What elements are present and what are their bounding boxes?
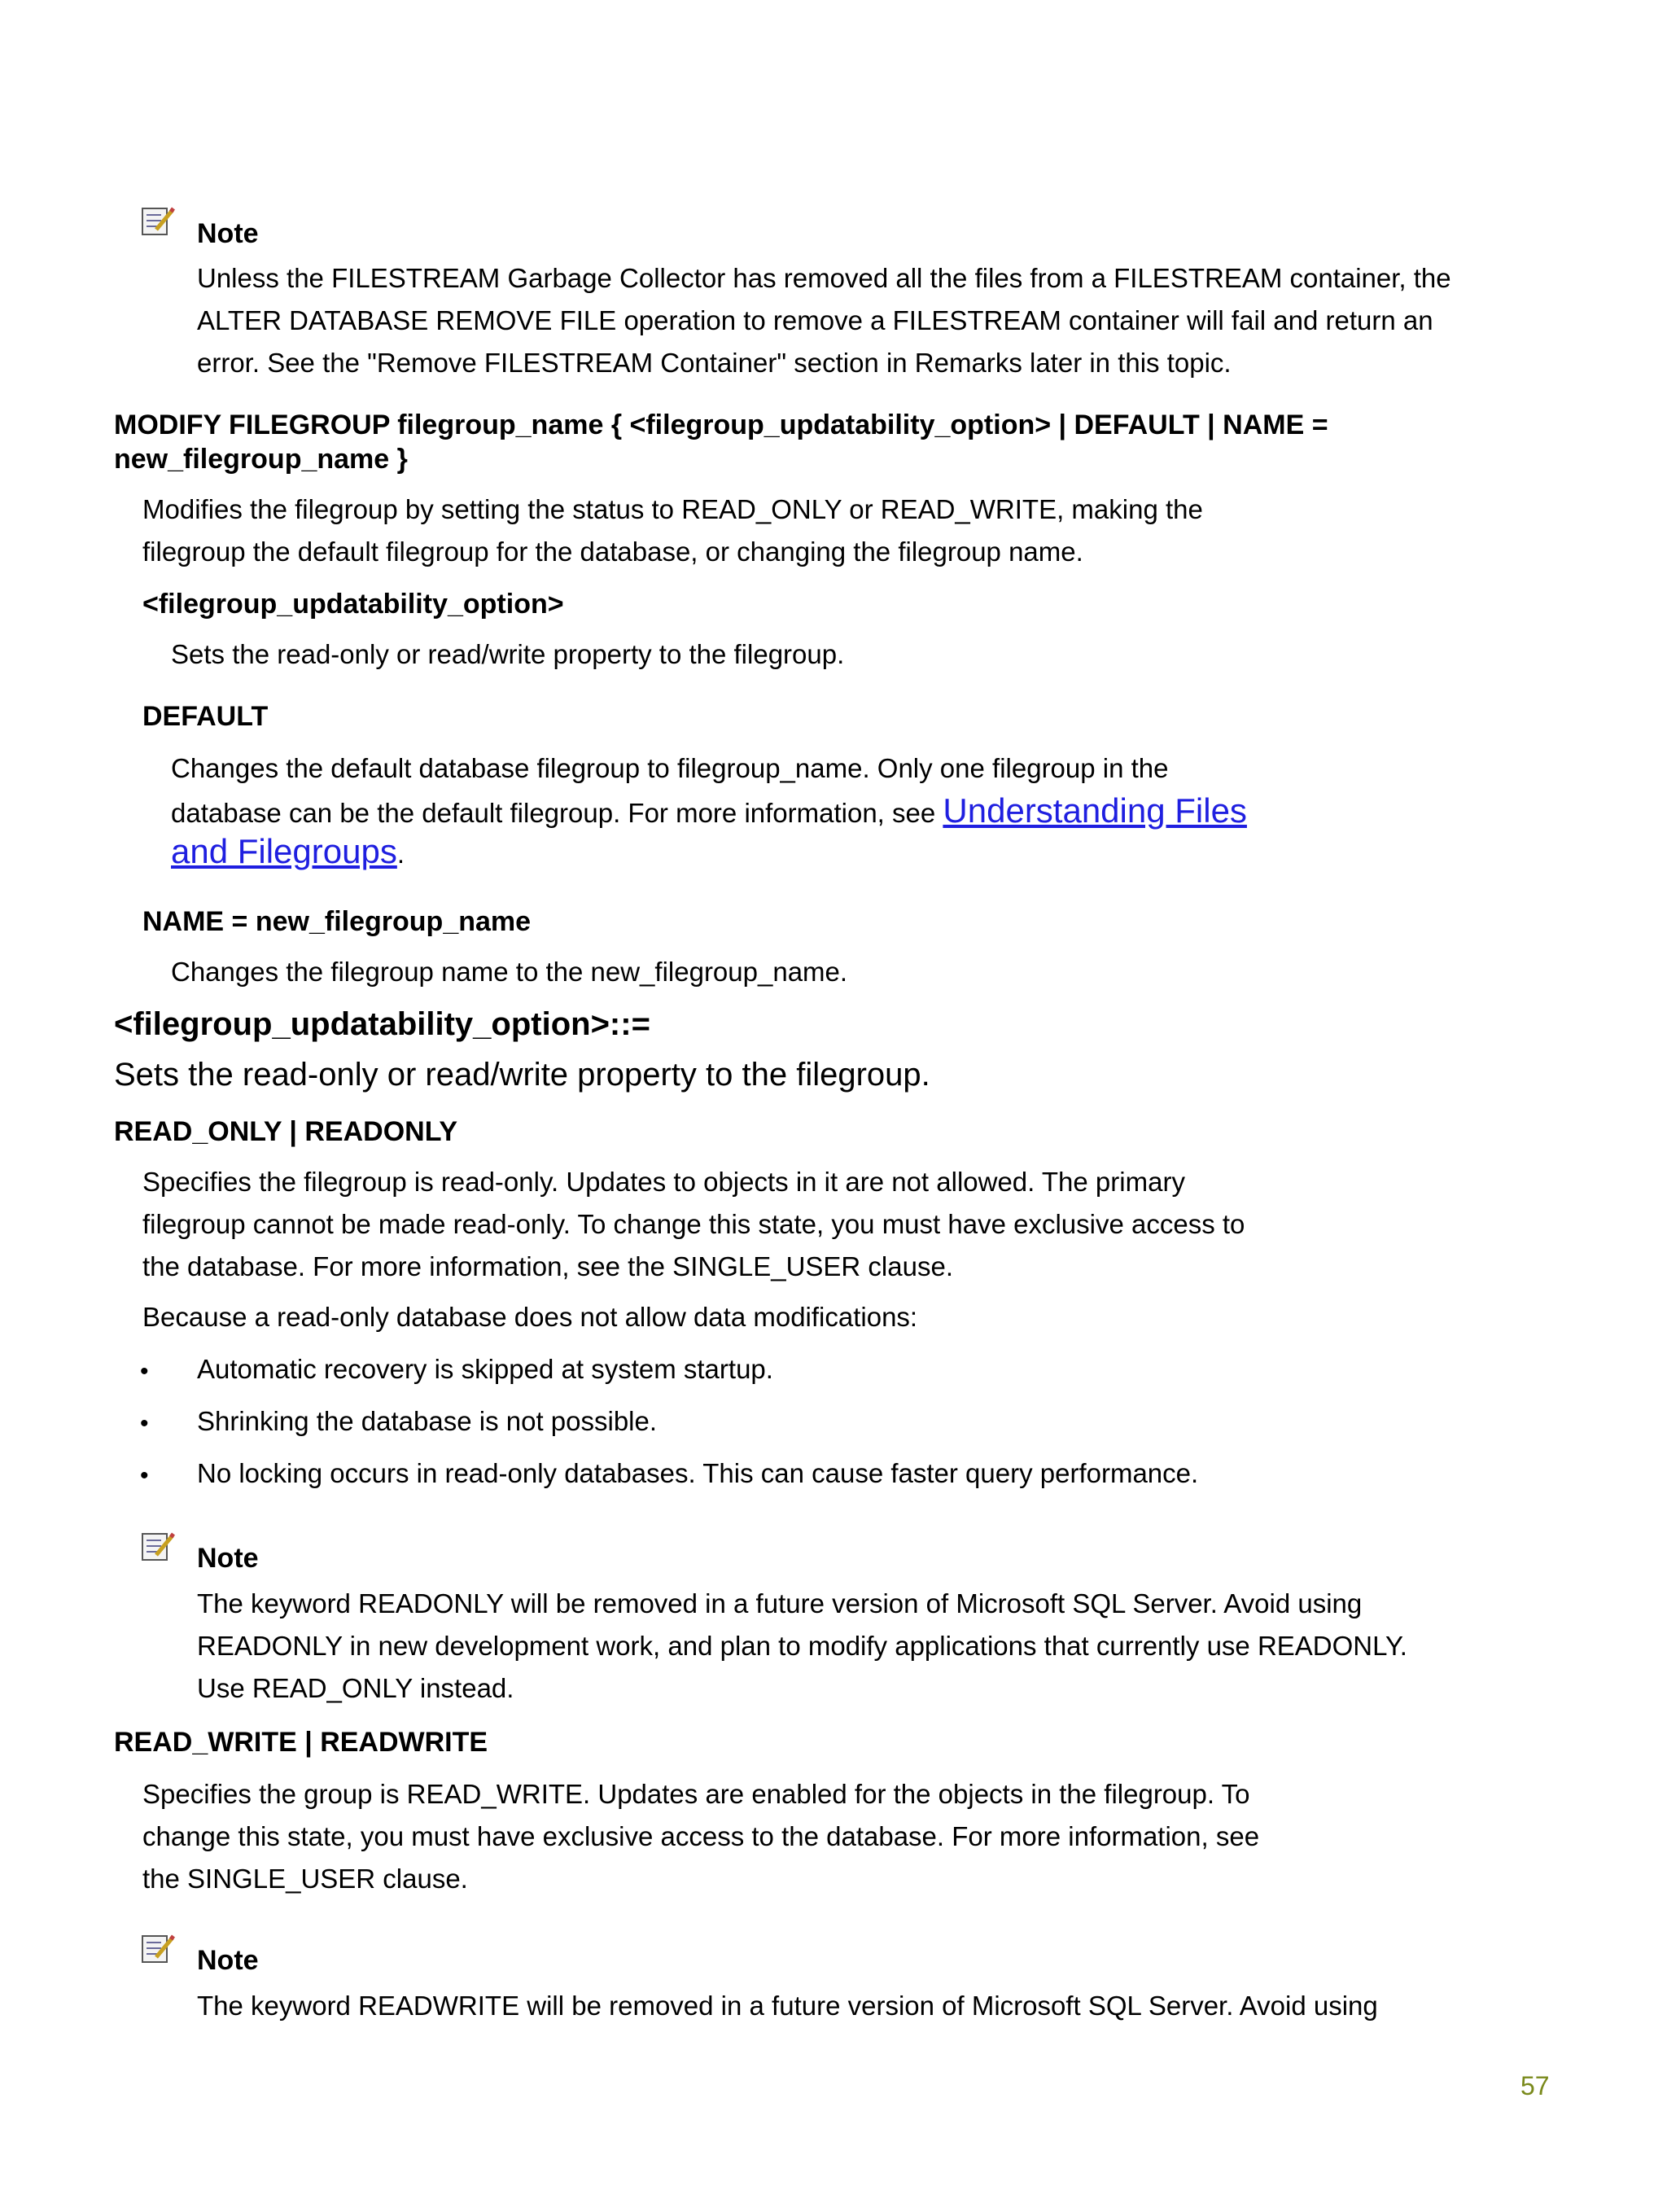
default-term: DEFAULT <box>142 701 269 732</box>
option-term: <filegroup_updatability_option> <box>142 589 564 620</box>
because-line: Because a read-only database does not allow data modifications: <box>142 1302 918 1332</box>
readwrite-term: READ_WRITE | READWRITE <box>114 1727 488 1758</box>
readonly-description: Specifies the filegroup is read-only. Updates to objects in it are not allowed. The primary <box>142 1167 1185 1197</box>
note-title: Note <box>197 1543 259 1574</box>
modify-filegroup-description: Modifies the filegroup by setting the status to READ_ONLY or READ_WRITE, making the <box>142 494 1203 524</box>
note-title: Note <box>197 218 259 249</box>
note-line: READONLY in new development work, and plan to modify applications that currently use READONLY. <box>197 1631 1407 1661</box>
understanding-files-link[interactable]: and Filegroups <box>171 832 397 870</box>
list-item: Shrinking the database is not possible. <box>197 1406 658 1436</box>
section-heading: <filegroup_updatability_option>::= <box>114 1006 650 1042</box>
note-icon <box>140 1531 176 1563</box>
readonly-term: READ_ONLY | READONLY <box>114 1116 458 1147</box>
option-description: Sets the read-only or read/write property to the filegroup. <box>171 639 845 669</box>
note-icon <box>140 1933 176 1965</box>
understanding-files-link[interactable]: Understanding Files <box>943 791 1247 830</box>
note-line: The keyword READONLY will be removed in a future version of Microsoft SQL Server. Avoid using <box>197 1588 1363 1618</box>
list-item: No locking occurs in read-only databases. This can cause faster query performance. <box>197 1458 1199 1488</box>
default-description-text: database can be the default filegroup. For more information, see <box>171 798 943 828</box>
default-description: Changes the default database filegroup to filegroup_name. Only one filegroup in the <box>171 753 1169 783</box>
modify-filegroup-heading: MODIFY FILEGROUP filegroup_name { <filegroup_updatability_option> | DEFAULT | NAME = <box>114 410 1328 440</box>
note-line: Unless the FILESTREAM Garbage Collector has removed all the files from a FILESTREAM container, the <box>197 263 1451 293</box>
page-number: 57 <box>1520 2071 1550 2100</box>
readonly-description: the database. For more information, see the SINGLE_USER clause. <box>142 1251 953 1281</box>
default-description <box>171 790 1247 834</box>
note-line: Use READ_ONLY instead. <box>197 1673 514 1703</box>
note-title: Note <box>197 1945 259 1976</box>
default-description <box>171 830 405 875</box>
bullet-marker: • <box>140 1462 149 1489</box>
readwrite-description: change this state, you must have exclusive access to the database. For more information, see <box>142 1821 1260 1851</box>
period: . <box>396 839 405 869</box>
note-icon <box>140 205 176 238</box>
note-line: error. See the "Remove FILESTREAM Container" section in Remarks later in this topic. <box>197 348 1232 378</box>
section-subtitle: Sets the read-only or read/write property to the filegroup. <box>114 1057 930 1093</box>
modify-filegroup-description: filegroup the default filegroup for the database, or changing the filegroup name. <box>142 537 1083 567</box>
modify-filegroup-heading: new_filegroup_name } <box>114 444 408 475</box>
readwrite-description: Specifies the group is READ_WRITE. Updates are enabled for the objects in the filegroup. To <box>142 1779 1250 1809</box>
name-description: Changes the filegroup name to the new_filegroup_name. <box>171 957 848 987</box>
list-item: Automatic recovery is skipped at system startup. <box>197 1354 773 1384</box>
readonly-description: filegroup cannot be made read-only. To change this state, you must have exclusive access to <box>142 1209 1245 1239</box>
readwrite-description: the SINGLE_USER clause. <box>142 1864 468 1894</box>
note-line: ALTER DATABASE REMOVE FILE operation to remove a FILESTREAM container will fail and return an <box>197 305 1433 335</box>
name-term: NAME = new_filegroup_name <box>142 906 532 937</box>
bullet-marker: • <box>140 1410 149 1437</box>
bullet-marker: • <box>140 1358 149 1385</box>
note-line: The keyword READWRITE will be removed in a future version of Microsoft SQL Server. Avoid using <box>197 1991 1378 2021</box>
